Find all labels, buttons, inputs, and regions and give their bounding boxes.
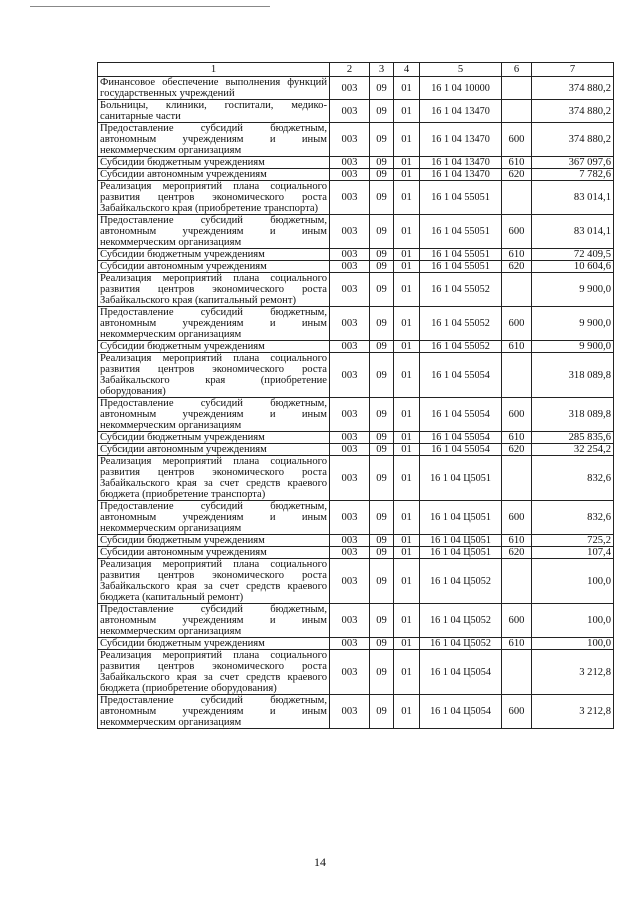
cell-amount: 100,0 — [532, 559, 614, 604]
cell-target-article: 16 1 04 55052 — [420, 307, 502, 341]
cell-ministry-code: 003 — [330, 261, 370, 273]
table-row — [98, 341, 614, 353]
cell-name: Субсидии бюджетным учреждениям — [98, 341, 330, 353]
cell-section-code: 09 — [370, 638, 394, 650]
cell-amount: 832,6 — [532, 456, 614, 501]
table-row — [98, 444, 614, 456]
cell-expense-type: 610 — [502, 432, 532, 444]
col-header-6: 6 — [502, 63, 532, 77]
table-row — [98, 273, 614, 307]
cell-target-article: 16 1 04 13470 — [420, 100, 502, 123]
cell-section-code: 09 — [370, 559, 394, 604]
cell-ministry-code: 003 — [330, 169, 370, 181]
cell-subsection-code: 01 — [394, 215, 420, 249]
cell-amount: 318 089,8 — [532, 398, 614, 432]
cell-subsection-code: 01 — [394, 444, 420, 456]
cell-name: Предоставление субсидий бюджетным, автономным учреждениям и иным некоммерческим организациям — [98, 501, 330, 535]
table-row — [98, 604, 614, 638]
cell-expense-type — [502, 650, 532, 695]
cell-target-article: 16 1 04 55054 — [420, 432, 502, 444]
cell-name: Субсидии бюджетным учреждениям — [98, 432, 330, 444]
cell-amount: 367 097,6 — [532, 157, 614, 169]
cell-target-article: 16 1 04 13470 — [420, 123, 502, 157]
cell-ministry-code: 003 — [330, 273, 370, 307]
cell-ministry-code: 003 — [330, 181, 370, 215]
cell-ministry-code: 003 — [330, 695, 370, 729]
cell-section-code: 09 — [370, 650, 394, 695]
table-row — [98, 307, 614, 341]
cell-amount: 9 900,0 — [532, 273, 614, 307]
cell-name: Субсидии автономным учреждениям — [98, 261, 330, 273]
cell-expense-type: 610 — [502, 341, 532, 353]
cell-name: Предоставление субсидий бюджетным, автономным учреждениям и иным некоммерческим организациям — [98, 604, 330, 638]
cell-ministry-code: 003 — [330, 77, 370, 100]
cell-ministry-code: 003 — [330, 100, 370, 123]
cell-amount: 83 014,1 — [532, 215, 614, 249]
col-header-1: 1 — [98, 63, 330, 77]
table-row — [98, 249, 614, 261]
cell-name: Реализация мероприятий плана социального развития центров экономического роста Забайкальского края (приобретение транспорта) — [98, 181, 330, 215]
table-header-row — [98, 63, 614, 77]
cell-target-article: 16 1 04 Ц5051 — [420, 501, 502, 535]
cell-section-code: 09 — [370, 181, 394, 215]
cell-amount: 72 409,5 — [532, 249, 614, 261]
cell-subsection-code: 01 — [394, 353, 420, 398]
cell-target-article: 16 1 04 Ц5052 — [420, 604, 502, 638]
col-header-2: 2 — [330, 63, 370, 77]
cell-target-article: 16 1 04 55051 — [420, 249, 502, 261]
table-row — [98, 77, 614, 100]
cell-amount: 100,0 — [532, 638, 614, 650]
cell-section-code: 09 — [370, 307, 394, 341]
cell-ministry-code: 003 — [330, 604, 370, 638]
cell-subsection-code: 01 — [394, 547, 420, 559]
cell-section-code: 09 — [370, 432, 394, 444]
cell-target-article: 16 1 04 13470 — [420, 157, 502, 169]
cell-section-code: 09 — [370, 398, 394, 432]
cell-target-article: 16 1 04 55051 — [420, 261, 502, 273]
cell-subsection-code: 01 — [394, 559, 420, 604]
cell-subsection-code: 01 — [394, 273, 420, 307]
cell-ministry-code: 003 — [330, 535, 370, 547]
cell-amount: 32 254,2 — [532, 444, 614, 456]
cell-amount: 832,6 — [532, 501, 614, 535]
cell-expense-type: 610 — [502, 535, 532, 547]
table-row — [98, 650, 614, 695]
cell-expense-type: 610 — [502, 249, 532, 261]
cell-expense-type — [502, 559, 532, 604]
table-row — [98, 157, 614, 169]
cell-expense-type: 600 — [502, 398, 532, 432]
table-row — [98, 215, 614, 249]
table-row — [98, 432, 614, 444]
cell-target-article: 16 1 04 55054 — [420, 398, 502, 432]
cell-section-code: 09 — [370, 169, 394, 181]
cell-name: Финансовое обеспечение выполнения функций государственных учреждений — [98, 77, 330, 100]
cell-name: Реализация мероприятий плана социального развития центров экономического роста Забайкальского края за счет средств краевого бюджета (приобретение оборудования) — [98, 650, 330, 695]
cell-amount: 3 212,8 — [532, 650, 614, 695]
cell-subsection-code: 01 — [394, 123, 420, 157]
cell-expense-type: 620 — [502, 444, 532, 456]
cell-name: Предоставление субсидий бюджетным, автономным учреждениям и иным некоммерческим организациям — [98, 695, 330, 729]
cell-expense-type: 600 — [502, 123, 532, 157]
table-body — [98, 77, 614, 729]
col-header-4: 4 — [394, 63, 420, 77]
cell-target-article: 16 1 04 Ц5054 — [420, 650, 502, 695]
cell-section-code: 09 — [370, 273, 394, 307]
cell-name: Субсидии автономным учреждениям — [98, 444, 330, 456]
cell-section-code: 09 — [370, 100, 394, 123]
cell-subsection-code: 01 — [394, 169, 420, 181]
cell-subsection-code: 01 — [394, 535, 420, 547]
cell-ministry-code: 003 — [330, 638, 370, 650]
cell-section-code: 09 — [370, 501, 394, 535]
cell-amount: 107,4 — [532, 547, 614, 559]
cell-section-code: 09 — [370, 695, 394, 729]
cell-expense-type — [502, 273, 532, 307]
cell-target-article: 16 1 04 Ц5052 — [420, 638, 502, 650]
cell-section-code: 09 — [370, 535, 394, 547]
col-header-3: 3 — [370, 63, 394, 77]
cell-target-article: 16 1 04 Ц5052 — [420, 559, 502, 604]
cell-section-code: 09 — [370, 249, 394, 261]
cell-name: Субсидии бюджетным учреждениям — [98, 249, 330, 261]
cell-amount: 318 089,8 — [532, 353, 614, 398]
cell-amount: 374 880,2 — [532, 123, 614, 157]
cell-target-article: 16 1 04 Ц5051 — [420, 535, 502, 547]
cell-subsection-code: 01 — [394, 398, 420, 432]
cell-amount: 3 212,8 — [532, 695, 614, 729]
cell-ministry-code: 003 — [330, 444, 370, 456]
table-row — [98, 559, 614, 604]
cell-subsection-code: 01 — [394, 249, 420, 261]
cell-expense-type: 600 — [502, 215, 532, 249]
col-header-5: 5 — [420, 63, 502, 77]
cell-subsection-code: 01 — [394, 181, 420, 215]
cell-section-code: 09 — [370, 456, 394, 501]
cell-expense-type: 600 — [502, 501, 532, 535]
cell-name: Субсидии автономным учреждениям — [98, 169, 330, 181]
cell-subsection-code: 01 — [394, 501, 420, 535]
cell-amount: 10 604,6 — [532, 261, 614, 273]
cell-subsection-code: 01 — [394, 77, 420, 100]
cell-target-article: 16 1 04 55054 — [420, 444, 502, 456]
cell-section-code: 09 — [370, 604, 394, 638]
cell-expense-type: 610 — [502, 157, 532, 169]
cell-ministry-code: 003 — [330, 559, 370, 604]
cell-target-article: 16 1 04 55052 — [420, 273, 502, 307]
cell-section-code: 09 — [370, 77, 394, 100]
cell-target-article: 16 1 04 10000 — [420, 77, 502, 100]
cell-target-article: 16 1 04 Ц5051 — [420, 456, 502, 501]
cell-subsection-code: 01 — [394, 157, 420, 169]
cell-subsection-code: 01 — [394, 261, 420, 273]
table-row — [98, 261, 614, 273]
cell-expense-type — [502, 100, 532, 123]
cell-section-code: 09 — [370, 341, 394, 353]
table-row — [98, 398, 614, 432]
table-row — [98, 695, 614, 729]
cell-name: Субсидии бюджетным учреждениям — [98, 157, 330, 169]
page-number: 14 — [314, 855, 326, 869]
cell-amount: 374 880,2 — [532, 77, 614, 100]
table-row — [98, 353, 614, 398]
cell-section-code: 09 — [370, 547, 394, 559]
cell-name: Субсидии бюджетным учреждениям — [98, 535, 330, 547]
cell-ministry-code: 003 — [330, 249, 370, 261]
cell-ministry-code: 003 — [330, 341, 370, 353]
cell-section-code: 09 — [370, 123, 394, 157]
cell-amount: 9 900,0 — [532, 307, 614, 341]
cell-ministry-code: 003 — [330, 398, 370, 432]
cell-target-article: 16 1 04 Ц5051 — [420, 547, 502, 559]
table-row — [98, 501, 614, 535]
table-row — [98, 100, 614, 123]
cell-section-code: 09 — [370, 444, 394, 456]
cell-name: Предоставление субсидий бюджетным, автономным учреждениям и иным некоммерческим организациям — [98, 307, 330, 341]
col-header-7: 7 — [532, 63, 614, 77]
cell-amount: 725,2 — [532, 535, 614, 547]
table-row — [98, 456, 614, 501]
table-row — [98, 535, 614, 547]
cell-ministry-code: 003 — [330, 215, 370, 249]
cell-amount: 83 014,1 — [532, 181, 614, 215]
cell-target-article: 16 1 04 55054 — [420, 353, 502, 398]
cell-subsection-code: 01 — [394, 307, 420, 341]
table-row — [98, 123, 614, 157]
cell-target-article: 16 1 04 Ц5054 — [420, 695, 502, 729]
cell-amount: 100,0 — [532, 604, 614, 638]
cell-expense-type: 620 — [502, 261, 532, 273]
cell-ministry-code: 003 — [330, 353, 370, 398]
cell-expense-type — [502, 353, 532, 398]
cell-amount: 7 782,6 — [532, 169, 614, 181]
cell-expense-type: 600 — [502, 604, 532, 638]
cell-name: Предоставление субсидий бюджетным, автономным учреждениям и иным некоммерческим организациям — [98, 123, 330, 157]
table-row — [98, 638, 614, 650]
cell-name: Субсидии бюджетным учреждениям — [98, 638, 330, 650]
cell-section-code: 09 — [370, 157, 394, 169]
cell-subsection-code: 01 — [394, 456, 420, 501]
budget-table — [97, 62, 614, 729]
cell-target-article: 16 1 04 55051 — [420, 181, 502, 215]
cell-ministry-code: 003 — [330, 501, 370, 535]
cell-subsection-code: 01 — [394, 638, 420, 650]
cell-subsection-code: 01 — [394, 100, 420, 123]
cell-expense-type: 600 — [502, 307, 532, 341]
cell-target-article: 16 1 04 55051 — [420, 215, 502, 249]
cell-amount: 374 880,2 — [532, 100, 614, 123]
cell-ministry-code: 003 — [330, 307, 370, 341]
cell-section-code: 09 — [370, 353, 394, 398]
cell-ministry-code: 003 — [330, 650, 370, 695]
cell-target-article: 16 1 04 13470 — [420, 169, 502, 181]
cell-name: Реализация мероприятий плана социального развития центров экономического роста Забайкальского края (капитальный ремонт) — [98, 273, 330, 307]
cell-subsection-code: 01 — [394, 695, 420, 729]
cell-subsection-code: 01 — [394, 432, 420, 444]
cell-expense-type: 600 — [502, 695, 532, 729]
cell-subsection-code: 01 — [394, 341, 420, 353]
cell-name: Предоставление субсидий бюджетным, автономным учреждениям и иным некоммерческим организациям — [98, 215, 330, 249]
cell-name: Реализация мероприятий плана социального развития центров экономического роста Забайкальского края (приобретение оборудования) — [98, 353, 330, 398]
cell-name: Предоставление субсидий бюджетным, автономным учреждениям и иным некоммерческим организациям — [98, 398, 330, 432]
cell-subsection-code: 01 — [394, 604, 420, 638]
cell-ministry-code: 003 — [330, 157, 370, 169]
cell-ministry-code: 003 — [330, 123, 370, 157]
table-row — [98, 169, 614, 181]
table-row — [98, 547, 614, 559]
cell-name: Больницы, клиники, госпитали, медико-санитарные части — [98, 100, 330, 123]
cell-section-code: 09 — [370, 215, 394, 249]
cell-amount: 9 900,0 — [532, 341, 614, 353]
cell-name: Реализация мероприятий плана социального развития центров экономического роста Забайкальского края за счет средств краевого бюджета (приобретение транспорта) — [98, 456, 330, 501]
cell-expense-type: 620 — [502, 547, 532, 559]
cell-expense-type — [502, 77, 532, 100]
cell-name: Субсидии автономным учреждениям — [98, 547, 330, 559]
cell-expense-type: 610 — [502, 638, 532, 650]
top-rule — [30, 6, 270, 7]
cell-ministry-code: 003 — [330, 456, 370, 501]
cell-section-code: 09 — [370, 261, 394, 273]
cell-subsection-code: 01 — [394, 650, 420, 695]
cell-ministry-code: 003 — [330, 547, 370, 559]
cell-name: Реализация мероприятий плана социального развития центров экономического роста Забайкальского края за счет средств краевого бюджета (капитальный ремонт) — [98, 559, 330, 604]
table-row — [98, 181, 614, 215]
cell-expense-type — [502, 456, 532, 501]
cell-expense-type: 620 — [502, 169, 532, 181]
cell-expense-type — [502, 181, 532, 215]
cell-ministry-code: 003 — [330, 432, 370, 444]
cell-target-article: 16 1 04 55052 — [420, 341, 502, 353]
cell-amount: 285 835,6 — [532, 432, 614, 444]
